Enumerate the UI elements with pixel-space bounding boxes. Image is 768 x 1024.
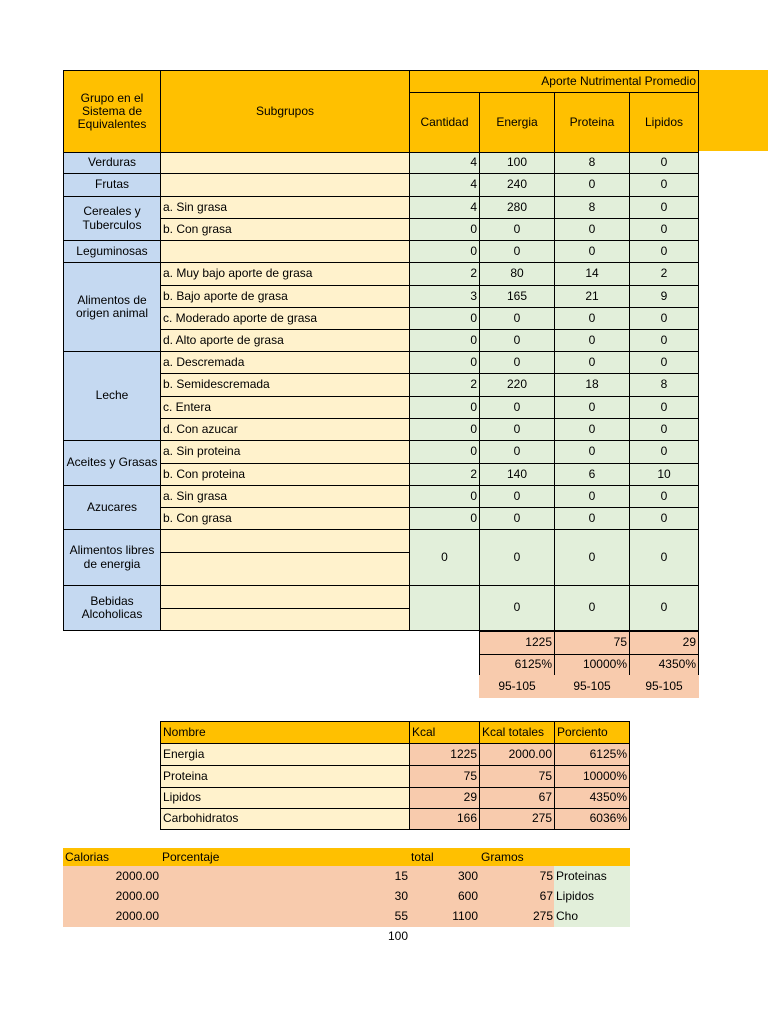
table3-calorias-cell[interactable]: 2000.00 [63,906,161,927]
energia-cell[interactable]: 0 [479,307,555,330]
table3-header-gramos[interactable]: Gramos [479,848,555,867]
cantidad-cell[interactable]: 0 [409,396,480,419]
subgroup-cell[interactable]: d. Con azucar [160,418,410,441]
cantidad-cell[interactable]: 4 [409,173,480,197]
proteina-cell[interactable]: 0 [554,351,630,374]
lipidos-cell[interactable]: 0 [629,507,699,530]
proteina-cell[interactable]: 0 [554,507,630,530]
subgroup-cell[interactable]: a. Muy bajo aporte de grasa [160,262,410,286]
table3-porcentaje-cell[interactable]: 30 [160,886,410,907]
table3-gramos-cell[interactable]: 75 [479,866,555,887]
table2-nombre-cell[interactable]: Lipidos [160,787,410,809]
lipidos-cell[interactable]: 0 [629,485,699,508]
subgroup-cell[interactable]: a. Sin grasa [160,485,410,508]
subgroup-cell[interactable]: c. Entera [160,396,410,419]
group-aceites[interactable]: Aceites y Grasas [63,440,161,486]
proteina-cell[interactable]: 21 [554,285,630,308]
lipidos-cell[interactable]: 0 [629,152,699,174]
cantidad-cell[interactable]: 0 [409,307,480,330]
bebidas-lipidos[interactable]: 0 [629,585,699,631]
subgroup-cell[interactable]: a. Descremada [160,351,410,374]
header-grupo[interactable]: Grupo en el Sistema de Equivalentes [63,70,161,153]
table3-total-cell[interactable]: 300 [409,866,480,887]
group-leche[interactable]: Leche [63,351,161,441]
proteina-cell[interactable]: 0 [554,240,630,263]
subgroup-cell[interactable] [160,529,410,553]
lipidos-cell[interactable]: 10 [629,463,699,486]
proteina-cell[interactable]: 18 [554,373,630,397]
group-azucares[interactable]: Azucares [63,485,161,530]
table2-porciento-cell[interactable]: 6036% [554,808,630,830]
table3-calorias-cell[interactable]: 2000.00 [63,866,161,887]
table2-porciento-cell[interactable]: 10000% [554,765,630,788]
energia-cell[interactable]: 0 [479,418,555,441]
subgroup-cell[interactable] [160,552,410,586]
ranges-energia[interactable]: 95-105 [479,675,555,698]
energia-cell[interactable]: 0 [479,351,555,374]
table2-nombre-cell[interactable]: Proteina [160,765,410,788]
proteina-cell[interactable]: 0 [554,329,630,352]
proteina-cell[interactable]: 6 [554,463,630,486]
bebidas-cantidad[interactable] [409,585,480,631]
energia-cell[interactable]: 0 [479,440,555,464]
cantidad-cell[interactable]: 2 [409,373,480,397]
table3-label-cell[interactable]: Cho [554,906,630,927]
table3-porcentaje-cell[interactable]: 15 [160,866,410,887]
subgroup-cell[interactable]: d. Alto aporte de grasa [160,329,410,352]
ranges-proteina[interactable]: 95-105 [554,675,630,698]
subgroup-cell[interactable] [160,608,410,631]
group-leguminosas[interactable]: Leguminosas [63,240,161,263]
subgroup-cell[interactable] [160,585,410,609]
table2-kcal-cell[interactable]: 75 [409,765,480,788]
bebidas-energia[interactable]: 0 [479,585,555,631]
lipidos-cell[interactable]: 0 [629,418,699,441]
energia-cell[interactable]: 280 [479,196,555,219]
table2-header-cell[interactable]: Porciento [554,721,630,744]
table2-kcal-cell[interactable]: 1225 [409,743,480,766]
proteina-cell[interactable]: 0 [554,440,630,464]
table2-porciento-cell[interactable]: 4350% [554,787,630,809]
subgroup-cell[interactable]: b. Con proteina [160,463,410,486]
cantidad-cell[interactable]: 4 [409,152,480,174]
proteina-cell[interactable]: 0 [554,418,630,441]
table3-gramos-cell[interactable]: 275 [479,906,555,927]
table3-total-cell[interactable]: 1100 [409,906,480,927]
header-aporte[interactable]: Aporte Nutrimental Promedio [409,70,699,93]
subgroup-cell[interactable]: c. Moderado aporte de grasa [160,307,410,330]
totals-lipidos[interactable]: 29 [629,631,699,655]
cantidad-cell[interactable]: 0 [409,218,480,241]
lipidos-cell[interactable]: 8 [629,373,699,397]
lipidos-cell[interactable]: 0 [629,307,699,330]
header-cantidad[interactable]: Cantidad [409,92,480,153]
table2-kcal_totales-cell[interactable]: 2000.00 [479,743,555,766]
table3-header-porcentaje[interactable]: Porcentaje [160,848,410,867]
lipidos-cell[interactable]: 0 [629,196,699,219]
energia-cell[interactable]: 165 [479,285,555,308]
subgroup-cell[interactable]: b. Con grasa [160,218,410,241]
proteina-cell[interactable]: 8 [554,196,630,219]
subgroup-cell[interactable]: b. Con grasa [160,507,410,530]
table2-kcal_totales-cell[interactable]: 275 [479,808,555,830]
proteina-cell[interactable]: 8 [554,152,630,174]
lipidos-cell[interactable]: 0 [629,173,699,197]
energia-cell[interactable]: 0 [479,485,555,508]
cantidad-cell[interactable]: 0 [409,440,480,464]
libres-proteina[interactable]: 0 [554,529,630,586]
table3-header-calorias[interactable]: Calorias [63,848,161,867]
lipidos-cell[interactable]: 0 [629,396,699,419]
libres-energia[interactable]: 0 [479,529,555,586]
lipidos-cell[interactable]: 0 [629,329,699,352]
libres-lipidos[interactable]: 0 [629,529,699,586]
proteina-cell[interactable]: 0 [554,307,630,330]
table3-label-cell[interactable]: Proteinas [554,866,630,887]
proteina-cell[interactable]: 0 [554,485,630,508]
table3-calorias-cell[interactable]: 2000.00 [63,886,161,907]
proteina-cell[interactable]: 0 [554,218,630,241]
lipidos-cell[interactable]: 0 [629,240,699,263]
lipidos-cell[interactable]: 2 [629,262,699,286]
proteina-cell[interactable]: 14 [554,262,630,286]
lipidos-cell[interactable]: 9 [629,285,699,308]
table2-header-cell[interactable]: Nombre [160,721,410,744]
group-bebidas[interactable]: Bebidas Alcoholicas [63,585,161,631]
header-fill-right [698,70,768,151]
table2-nombre-cell[interactable]: Carbohidratos [160,808,410,830]
subgroup-cell[interactable]: b. Semidescremada [160,373,410,397]
percents-energia[interactable]: 6125% [479,654,555,676]
energia-cell[interactable]: 100 [479,152,555,174]
energia-cell[interactable]: 80 [479,262,555,286]
header-lipidos[interactable]: Lipidos [629,92,699,153]
bebidas-proteina[interactable]: 0 [554,585,630,631]
subgroup-cell[interactable]: b. Bajo aporte de grasa [160,285,410,308]
energia-cell[interactable]: 0 [479,218,555,241]
table3-sum[interactable]: 100 [387,928,408,943]
totals-proteina[interactable]: 75 [554,631,630,655]
energia-cell[interactable]: 0 [479,240,555,263]
table2-kcal-cell[interactable]: 166 [409,808,480,830]
table2-porciento-cell[interactable]: 6125% [554,743,630,766]
group-cereales[interactable]: Cereales y Tuberculos [63,196,161,241]
header-energia[interactable]: Energia [479,92,555,153]
table3-gramos-cell[interactable]: 67 [479,886,555,907]
group-verduras[interactable]: Verduras [63,152,161,174]
cantidad-cell[interactable]: 0 [409,329,480,352]
subgroup-cell[interactable] [160,240,410,263]
table2-kcal_totales-cell[interactable]: 75 [479,765,555,788]
group-frutas[interactable]: Frutas [63,173,161,197]
cantidad-cell[interactable]: 4 [409,196,480,219]
table3-header-total[interactable]: total [409,848,480,867]
energia-cell[interactable]: 0 [479,507,555,530]
table2-header-cell[interactable]: Kcal totales [479,721,555,744]
table2-nombre-cell[interactable]: Energia [160,743,410,766]
energia-cell[interactable]: 220 [479,373,555,397]
table2-kcal-cell[interactable]: 29 [409,787,480,809]
header-proteina[interactable]: Proteina [554,92,630,153]
subgroup-cell[interactable] [160,152,410,174]
energia-cell[interactable]: 240 [479,173,555,197]
table2-header-cell[interactable]: Kcal [409,721,480,744]
percents-proteina[interactable]: 10000% [554,654,630,676]
lipidos-cell[interactable]: 0 [629,218,699,241]
group-animal[interactable]: Alimentos de origen animal [63,262,161,352]
totals-energia[interactable]: 1225 [479,631,555,655]
table3-label-cell[interactable]: Lipidos [554,886,630,907]
energia-cell[interactable]: 140 [479,463,555,486]
percents-lipidos[interactable]: 4350% [629,654,699,676]
cantidad-cell[interactable]: 3 [409,285,480,308]
header-subgrupos[interactable]: Subgrupos [160,70,410,153]
cantidad-cell[interactable]: 0 [409,418,480,441]
energia-cell[interactable]: 0 [479,329,555,352]
table3-total-cell[interactable]: 600 [409,886,480,907]
cantidad-cell[interactable]: 0 [409,351,480,374]
lipidos-cell[interactable]: 0 [629,351,699,374]
proteina-cell[interactable]: 0 [554,173,630,197]
table2-kcal_totales-cell[interactable]: 67 [479,787,555,809]
cantidad-cell[interactable]: 0 [409,507,480,530]
cantidad-cell[interactable]: 0 [409,485,480,508]
proteina-cell[interactable]: 0 [554,396,630,419]
cantidad-cell[interactable]: 2 [409,463,480,486]
table3-porcentaje-cell[interactable]: 55 [160,906,410,927]
subgroup-cell[interactable] [160,173,410,197]
ranges-lipidos[interactable]: 95-105 [629,675,699,698]
group-libres[interactable]: Alimentos libres de energia [63,529,161,586]
lipidos-cell[interactable]: 0 [629,440,699,464]
subgroup-cell[interactable]: a. Sin proteina [160,440,410,464]
energia-cell[interactable]: 0 [479,396,555,419]
cantidad-cell[interactable]: 0 [409,240,480,263]
subgroup-cell[interactable]: a. Sin grasa [160,196,410,219]
libres-cantidad[interactable]: 0 [409,529,480,586]
cantidad-cell[interactable]: 2 [409,262,480,286]
